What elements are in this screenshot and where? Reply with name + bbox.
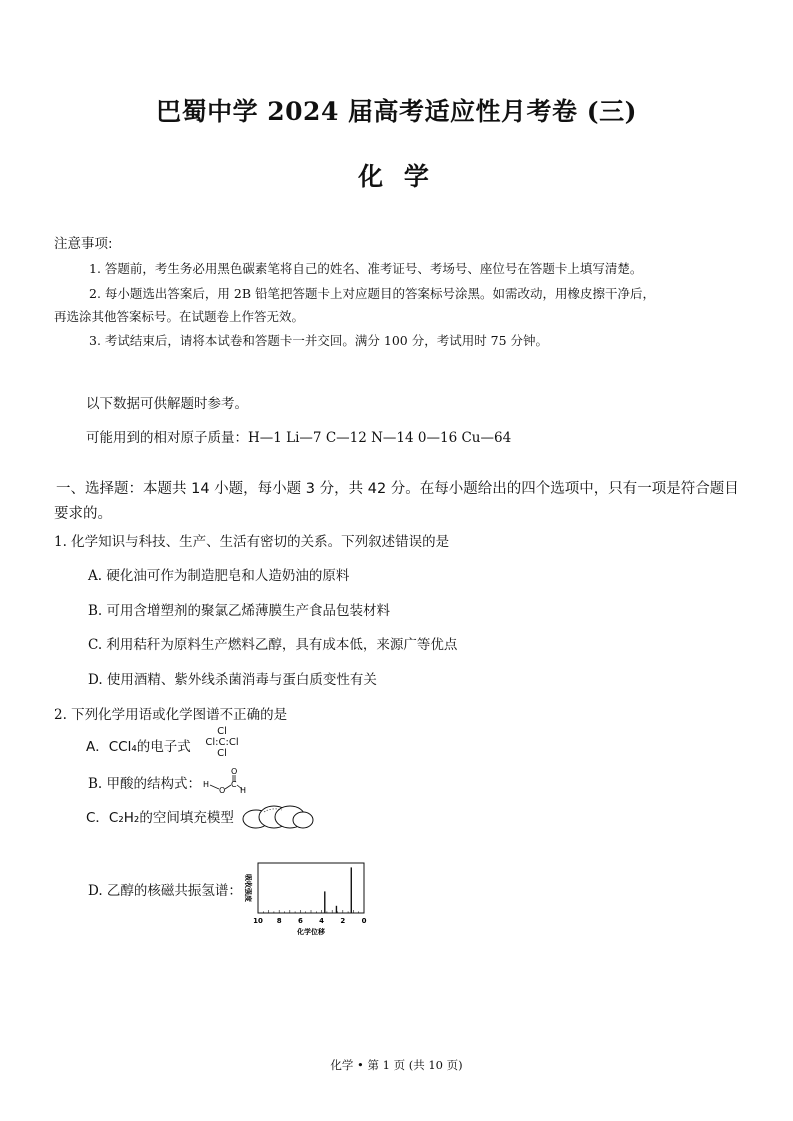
atom-o-ester: O: [219, 786, 226, 795]
ccl4-lewis-structure: [200, 726, 244, 759]
section-heading: 一、选择题：本题共 14 小题，每小题 3 分，共 42 分。在每小题给出的四个选项中，只有一项是符合题目: [56, 481, 739, 497]
q1-option-a: A. 硬化油可作为制造肥皂和人造奶油的原料: [88, 568, 350, 584]
q1-option-b: B. 可用含增塑剂的聚氯乙烯薄膜生产食品包装材料: [88, 603, 391, 619]
page-footer: 化学 • 第 1 页 (共 10 页): [330, 1058, 463, 1072]
q1-stem: 1. 化学知识与科技、生产、生活有密切的关系。下列叙述错误的是: [54, 534, 450, 550]
ho-bond: [210, 785, 219, 789]
nmr-xlabel: 化学位移: [297, 928, 325, 936]
atom-c: C: [231, 780, 237, 789]
formic-acid-structure: [200, 766, 246, 796]
notice-heading: 注意事项:: [54, 236, 113, 252]
reference-intro: 以下数据可供解题时参考。: [86, 396, 248, 412]
nmr-tick-label: 4: [319, 917, 325, 925]
c2h2-space-filling-model: [240, 800, 316, 834]
lewis-middle: Cl:C:Cl: [205, 737, 239, 748]
q2-stem: 2. 下列化学用语或化学图谱不正确的是: [54, 707, 288, 723]
page-title: 巴蜀中学 2024 届高考适应性月考卷 (三): [156, 97, 637, 126]
lewis-bottom: Cl: [217, 748, 227, 759]
q2-option-a: A．CCl₄的电子式: [86, 739, 191, 755]
section-heading-cont: 要求的。: [54, 506, 112, 522]
q2-option-b: B. 甲酸的结构式：: [88, 776, 202, 792]
atom-h-left: H: [203, 780, 210, 789]
lewis-top: Cl: [217, 726, 227, 737]
subject-title: 化 学: [358, 162, 435, 191]
notice-item-2-cont: 再选涂其他答案标号。在试题卷上作答无效。: [54, 309, 305, 324]
nmr-tick-label: 8: [276, 917, 282, 925]
atom-o-top: O: [231, 767, 238, 776]
notice-item-2: 2. 每小题选出答案后，用 2B 铅笔把答题卡上对应题目的答案标号涂黑。如需改动，用橡皮擦干净后，: [89, 286, 655, 301]
q2-option-c: C．C₂H₂的空间填充模型: [86, 810, 234, 826]
ethanol-nmr-spectrum: [240, 860, 370, 940]
q2-option-d: D. 乙醇的核磁共振氢谱：: [88, 883, 242, 899]
nmr-plot-frame: [258, 863, 364, 913]
q1-option-d: D. 使用酒精、紫外线杀菌消毒与蛋白质变性有关: [88, 672, 377, 688]
nmr-tick-label: 0: [361, 917, 367, 925]
atomic-masses: 可能用到的相对原子质量：H—1 Li—7 C—12 N—14 0—16 Cu—64: [86, 430, 512, 446]
q1-option-c: C. 利用秸秆为原料生产燃料乙醇，具有成本低，来源广等优点: [88, 637, 458, 653]
nmr-ylabel: 吸收强度: [244, 874, 252, 902]
h-atom-right: [293, 812, 313, 828]
nmr-tick-label: 10: [253, 917, 263, 925]
nmr-tick-label: 2: [340, 917, 346, 925]
notice-item-1: 1. 答题前，考生务必用黑色碳素笔将自己的姓名、准考证号、考场号、座位号在答题卡上填写清楚。: [89, 261, 643, 276]
notice-item-3: 3. 考试结束后，请将本试卷和答题卡一并交回。满分 100 分，考试用时 75 分钟。: [89, 333, 549, 348]
atom-h-right: H: [240, 786, 246, 795]
nmr-tick-label: 6: [297, 917, 303, 925]
